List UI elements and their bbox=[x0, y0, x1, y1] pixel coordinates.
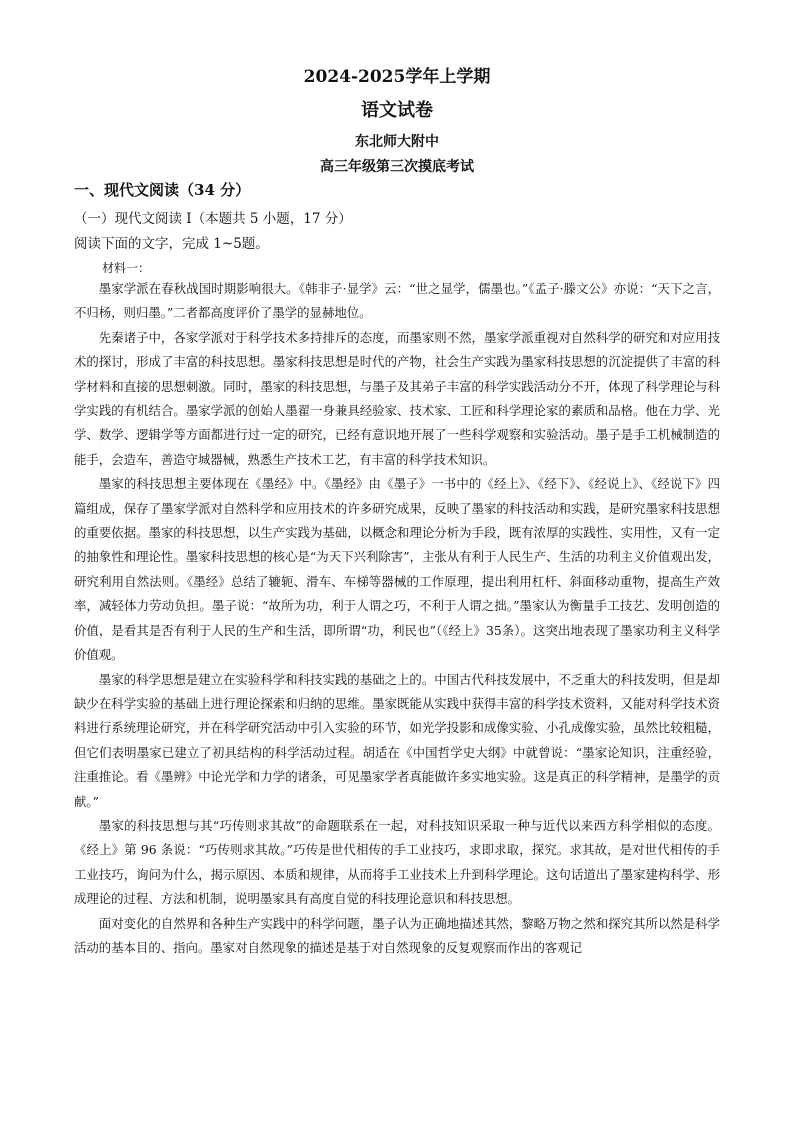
exam-name: 高三年级第三次摸底考试 bbox=[320, 159, 474, 175]
reading-instruction: 阅读下面的文字，完成 1~5题。 bbox=[74, 236, 269, 252]
paragraph-3: 墨家的科技思想主要体现在《墨经》中。《墨经》由《墨子》一书中的《经上》、《经下》、《经说上》、《经说下》四篇组成，保存了墨家学派对自然科学和应用技术的许多研究成果，反映了墨家的科技活动和实践，是研究墨家科技思想的重要依据。墨家的科技思想，以生产实践为基础，以概念和理论分析为手段，既有浓厚的实践性、实用性，又有一定的抽象性和理论性。墨家科技思想的核心是“为天下兴利除害”，主张从有利于人民生产、生活的功利主义价值观出发，研究利用自然法则。《墨经》总结了辘轭、滑车、车梯等器械的工作原理，提出利用杠杆、斜面移动重物，提高生产效率，减轻体力劳动负担。墨子说：“故所为功，利于人谓之巧，不利于人谓之拙。”墨家认为衡量手工技艺、发明创造的价值，是看其是否有利于人民的生产和生活，即所谓“功，利民也”（《经上》35条）。这突出地表现了墨家功利主义科学价值观。 bbox=[74, 476, 720, 663]
paragraph-2: 先秦诸子中，各家学派对于科学技术多持排斥的态度，而墨家则不然，墨家学派重视对自然科学的研究和对应用技术的探讨，形成了丰富的科技思想。墨家科技思想是时代的产物，社会生产实践为墨家科技思想的沉淀提供了丰富的科学材料和直接的思想刺激。同时，墨家的科技思想，与墨子及其弟子丰富的科学实践活动分不开，体现了科学理论与科学实践的有机结合。墨家学派的创始人墨翟一身兼具经验家、技术家、工匠和科学理论家的素质和品格。他在力学、光学、数学、逻辑学等方面都进行过一定的研究，已经有意识地开展了一些科学观察和实验活动。墨子是手工机械制造的能手，会造车，善造守城器械，熟悉生产技术工艺，有丰富的科学技术知识。 bbox=[74, 329, 720, 467]
school-year-title: 2024-2025学年上学期 bbox=[303, 67, 491, 87]
reading-passage bbox=[74, 277, 720, 960]
paragraph-5: 墨家的科技思想与其“巧传则求其故”的命题联系在一起，对科技知识采取一种与近代以来西方科学相似的态度。《经上》第 96 条说：“巧传则求其故。”巧传是世代相传的手工业技巧，求即求取，探究。求其故，是对世代相传的手工业技巧，询问为什么，揭示原因、本质和规律，从而将手工业技术上升到科学理论。这句话道出了墨家建构科学、形成理论的过程、方法和机制，说明墨家具有高度自觉的科技理论意识和科技思想。 bbox=[74, 817, 720, 907]
paragraph-4: 墨家的科学思想是建立在实验科学和科技实践的基础之上的。中国古代科技发展中，不乏重大的科技发明，但是却缺少在科学实验的基础上进行理论探索和归纳的思维。墨家既能从实践中获得丰富的科学技术资料，又能对科学技术资料进行系统理论研究，并在科学研究活动中引入实验的环节，如光学投影和成像实验、小孔成像实验，虽然比较粗糙，但它们表明墨家已建立了初具结构的科学活动过程。胡适在《中国哲学史大纲》中就曾说：“墨家论知识，注重经验，注重推论。看《墨辨》中论光学和力学的诸条，可见墨家学者真能做许多实地实验。这是真正的科学精神，是墨学的贡献。” bbox=[74, 671, 720, 809]
subject-title: 语文试卷 bbox=[361, 100, 433, 121]
paragraph-6: 面对变化的自然界和各种生产实践中的科学问题，墨子认为正确地描述其然，黎略万物之然和探究其所以然是科学活动的基本目的、指向。墨家对自然现象的描述是基于对自然现象的反复观察而作出的客观记 bbox=[74, 915, 720, 955]
school-name: 东北师大附中 bbox=[355, 134, 439, 150]
section-title: 一、现代文阅读（34 分） bbox=[74, 181, 251, 199]
subsection-title: （一）现代文阅读 I（本题共 5 小题，17 分） bbox=[74, 211, 352, 227]
paragraph-1: 墨家学派在春秋战国时期影响很大。《韩非子·显学》云：“世之显学，儒墨也。”《孟子·滕文公》亦说：“天下之言，不归杨，则归墨。”二者都高度评价了墨学的显赫地位。 bbox=[74, 281, 720, 321]
material-label: 材料一： bbox=[102, 261, 151, 275]
